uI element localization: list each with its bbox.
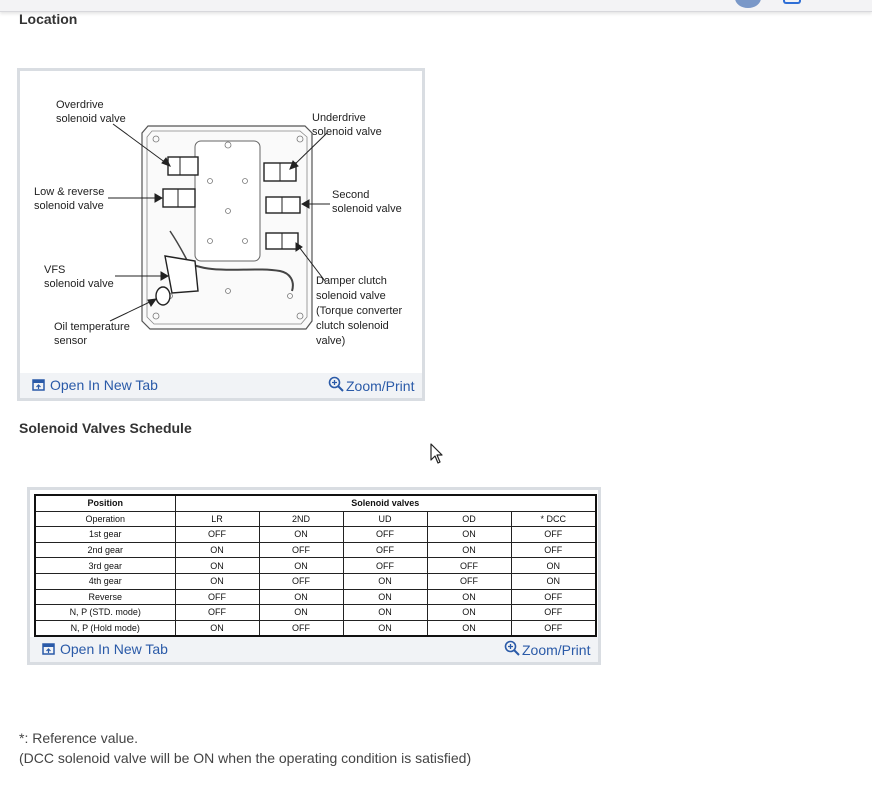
label-second-1: Second [332,189,370,201]
label-overdrive-2: solenoid valve [56,113,126,125]
reference-note: *: Reference value. [19,730,139,746]
message-icon[interactable] [783,0,801,4]
table-row [35,527,596,543]
valve-body-diagram [20,71,422,373]
table-cell: OFF [175,527,259,543]
schedule-figure [27,487,601,665]
table-cell: OFF [511,589,596,605]
zoom-icon [328,376,344,392]
label-low-reverse-1: Low & reverse [34,186,105,198]
table-cell: ON [511,573,596,589]
location-zoom-print-button[interactable] [328,374,414,394]
location-heading: Location [19,11,78,27]
table-cell: ON [343,605,427,621]
table-row [35,589,596,605]
open-new-tab-icon [42,643,55,655]
table-header-row [35,495,596,511]
column-header: LR [175,511,259,527]
location-open-new-tab-button[interactable] [32,377,158,393]
table-cell: ON [511,558,596,574]
table-cell: ON [259,589,343,605]
column-header: Operation [35,511,175,527]
open-new-tab-icon [32,379,45,391]
table-cell: ON [427,620,511,636]
column-header: 2ND [259,511,343,527]
table-row [35,542,596,558]
table-cell: ON [259,605,343,621]
table-cell: ON [175,558,259,574]
top-bar [0,0,872,12]
table-cell: OFF [175,589,259,605]
label-damper-3: (Torque converter [316,305,403,317]
schedule-figure-footer [30,637,598,662]
table-cell: 1st gear [35,527,175,543]
table-cell: ON [175,542,259,558]
schedule-heading: Solenoid Valves Schedule [19,420,192,436]
table-cell: ON [259,558,343,574]
location-figure-footer [20,373,422,398]
label-damper-2: solenoid valve [316,290,386,302]
location-zoom-print-label: Zoom/Print [346,378,415,394]
user-avatar-icon[interactable] [735,0,761,8]
solenoid-valves-header: Solenoid valves [175,495,596,511]
table-cell: 3rd gear [35,558,175,574]
schedule-open-new-tab-button[interactable] [42,641,168,657]
table-cell: OFF [259,620,343,636]
label-underdrive-1: Underdrive [312,112,366,124]
table-cell: Reverse [35,589,175,605]
location-open-new-tab-label: Open In New Tab [50,377,158,393]
table-cell: ON [343,589,427,605]
table-cell: 2nd gear [35,542,175,558]
label-overdrive-1: Overdrive [56,99,104,111]
zoom-icon [504,640,520,656]
table-cell: OFF [343,527,427,543]
dcc-condition-note: (DCC solenoid valve will be ON when the operating condition is satisfied) [19,750,472,766]
table-cell: ON [427,527,511,543]
table-cell: OFF [427,558,511,574]
schedule-zoom-print-label: Zoom/Print [522,642,591,658]
table-cell: OFF [511,605,596,621]
table-cell: ON [259,527,343,543]
solenoid-schedule-table [34,494,597,637]
schedule-zoom-print-button[interactable] [504,638,590,658]
position-header: Position [35,495,175,511]
location-figure [17,68,425,401]
table-cell: ON [175,620,259,636]
table-cell: OFF [511,542,596,558]
label-vfs-2: solenoid valve [44,278,114,290]
table-cell: ON [175,573,259,589]
table-cell: ON [427,605,511,621]
overdrive-solenoid [168,157,198,175]
label-second-2: solenoid valve [332,203,402,215]
label-damper-4: clutch solenoid [316,320,389,332]
table-row [35,620,596,636]
table-cell: OFF [343,558,427,574]
label-underdrive-2: solenoid valve [312,126,382,138]
table-cell: OFF [175,605,259,621]
table-cell: N, P (STD. mode) [35,605,175,621]
table-columns-row [35,511,596,527]
label-damper-1: Damper clutch [316,275,387,287]
column-header: * DCC [511,511,596,527]
table-cell: 4th gear [35,573,175,589]
label-oil-temp-2: sensor [54,335,88,347]
table-row [35,558,596,574]
table-cell: OFF [511,620,596,636]
table-cell: ON [343,620,427,636]
table-row [35,605,596,621]
table-cell: OFF [259,542,343,558]
table-cell: OFF [427,573,511,589]
label-low-reverse-2: solenoid valve [34,200,104,212]
label-vfs-1: VFS [44,264,66,276]
table-cell: OFF [259,573,343,589]
label-damper-5: valve) [316,335,346,347]
column-header: UD [343,511,427,527]
schedule-open-new-tab-label: Open In New Tab [60,641,168,657]
table-cell: N, P (Hold mode) [35,620,175,636]
table-cell: ON [427,589,511,605]
column-header: OD [427,511,511,527]
table-cell: OFF [343,542,427,558]
table-cell: OFF [511,527,596,543]
mouse-cursor-icon [430,443,444,465]
label-oil-temp-1: Oil temperature [54,321,130,333]
table-cell: ON [343,573,427,589]
table-row [35,573,596,589]
table-cell: ON [427,542,511,558]
